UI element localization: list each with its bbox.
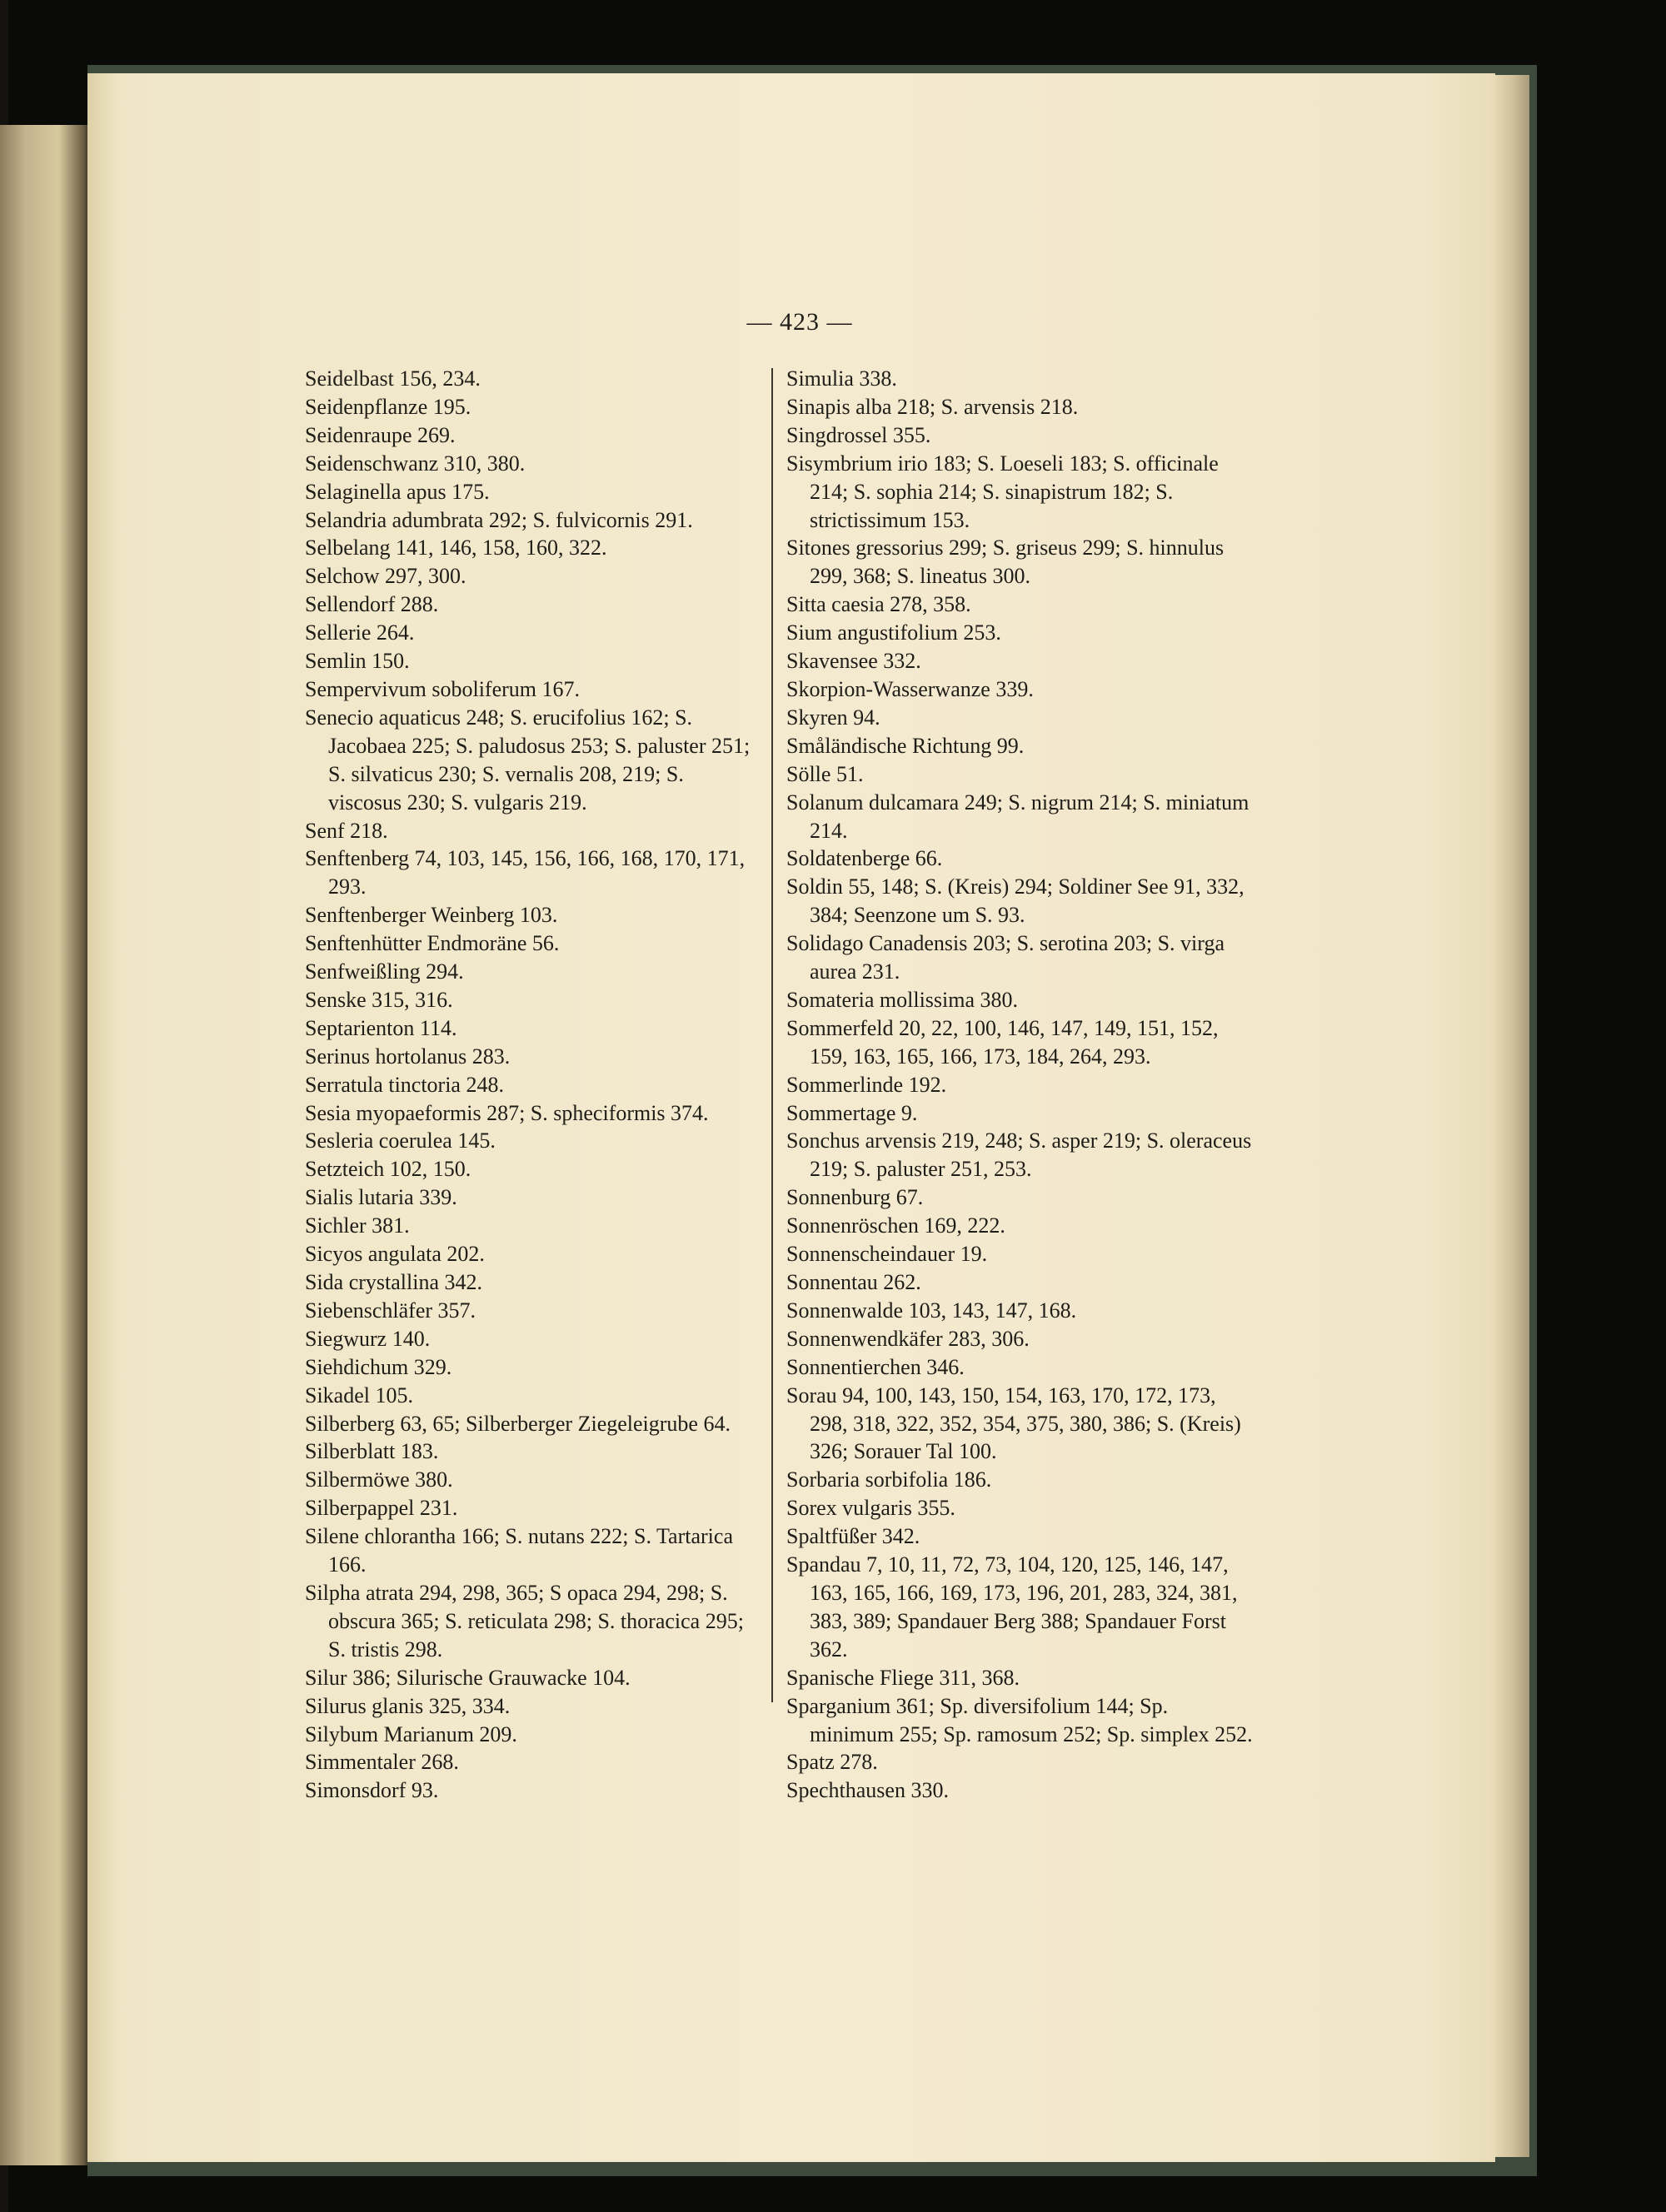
index-entry: Silene chlorantha 166; S. nutans 222; S. Tartarica 166. [305,1524,733,1577]
index-entry: Soldatenberge 66. [786,846,943,871]
index-entry: Siebenschläfer 357. [305,1298,476,1323]
index-entry: Senecio aquaticus 248; S. erucifolius 162; S. Jacobaea 225; S. paludosus 253; S. paluster 251; S. silvaticus 230; S. vernalis 208, 219; S. viscosus 230; S. vulgaris 219. [305,705,751,815]
index-entry: Sellendorf 288. [305,592,439,617]
index-entry: Simonsdorf 93. [305,1778,439,1803]
index-entry: Sonnenröschen 169, 222. [786,1213,1005,1238]
index-entry: Spechthausen 330. [786,1778,949,1803]
index-entry: Sorex vulgaris 355. [786,1496,955,1521]
index-entry: Sisymbrium irio 183; S. Loeseli 183; S. officinale 214; S. sophia 214; S. sinapistrum 182; S. strictissimum 153. [786,451,1219,532]
index-entry: Sium angustifolium 253. [786,620,1001,645]
index-entry: Sitta caesia 278, 358. [786,592,971,617]
index-entry: Sitones gressorius 299; S. griseus 299; S. hinnulus 299, 368; S. lineatus 300. [786,536,1225,589]
index-entry: Senftenhütter Endmoräne 56. [305,931,560,956]
index-entry: Sölle 51. [786,761,864,786]
index-entry: Septarienton 114. [305,1015,457,1040]
index-entry: Småländische Richtung 99. [786,733,1025,758]
index-entry: Sonnenwalde 103, 143, 147, 168. [786,1298,1077,1323]
index-entry: Sesleria coerulea 145. [305,1128,496,1153]
index-entry: Sikadel 105. [305,1382,413,1407]
index-entry: Seidelbast 156, 234. [305,366,481,391]
index-column-left [305,365,759,1805]
index-entry: Silberberg 63, 65; Silberberger Ziegeleigrube 64. [305,1411,731,1436]
index-entry: Siehdichum 329. [305,1354,452,1379]
index-entry: Senftenberger Weinberg 103. [305,903,558,928]
index-entry: Seidenraupe 269. [305,422,456,447]
index-entry: Sparganium 361; Sp. diversifolium 144; Sp. minimum 255; Sp. ramosum 252; Sp. simplex 252. [786,1693,1253,1746]
index-entry: Senske 315, 316. [305,987,453,1012]
index-entry: Selaginella apus 175. [305,479,490,504]
index-entry: Sonnenwendkäfer 283, 306. [786,1326,1030,1351]
index-entry: Sonchus arvensis 219, 248; S. asper 219; S. oleraceus 219; S. paluster 251, 253. [786,1128,1252,1182]
index-entry: Sempervivum soboliferum 167. [305,676,581,701]
index-entry: Sicyos angulata 202. [305,1242,485,1267]
index-entry: Sommerlinde 192. [786,1072,947,1097]
index-entry: Somateria mollissima 380. [786,987,1019,1012]
index-entry: Seidenpflanze 195. [305,394,471,419]
index-entry: Siegwurz 140. [305,1326,431,1351]
index-entry: Silberblatt 183. [305,1439,439,1464]
index-entry: Selandria adumbrata 292; S. fulvicornis 291. [305,507,693,532]
index-entry: Selchow 297, 300. [305,564,466,589]
index-entry: Spatz 278. [786,1750,878,1775]
index-entry: Soldin 55, 148; S. (Kreis) 294; Soldiner See 91, 332, 384; Seenzone um S. 93. [786,874,1245,928]
index-entry: Sialis lutaria 339. [305,1185,457,1210]
index-entry: Simmentaler 268. [305,1750,459,1775]
index-entry: Singdrossel 355. [786,422,931,447]
index-entry: Sinapis alba 218; S. arvensis 218. [786,394,1079,419]
index-entry: Silbermöwe 380. [305,1467,453,1492]
index-entry: Sichler 381. [305,1213,410,1238]
index-entry: Sorbaria sorbifolia 186. [786,1467,992,1492]
index-entry: Semlin 150. [305,649,410,674]
index-entry: Sonnentierchen 346. [786,1354,965,1379]
index-entry: Sorau 94, 100, 143, 150, 154, 163, 170, 172, 173, 298, 318, 322, 352, 354, 375, 380, 386; S. (Kreis) 326; Sorauer Tal 100. [786,1382,1241,1464]
index-entry: Setzteich 102, 150. [305,1157,471,1182]
index-entry: Sommerfeld 20, 22, 100, 146, 147, 149, 151, 152, 159, 163, 165, 166, 173, 184, 264, 293. [786,1015,1219,1069]
index-entry: Silurus glanis 325, 334. [305,1693,511,1718]
index-entry: Sonnenburg 67. [786,1185,924,1210]
index-entry: Serinus hortolanus 283. [305,1044,511,1069]
index-column-right [786,365,1253,1805]
index-entry: Skyren 94. [786,705,880,730]
index-entry: Seidenschwanz 310, 380. [305,451,526,476]
index-entry: Senf 218. [305,818,388,843]
index-entry: Solanum dulcamara 249; S. nigrum 214; S. miniatum 214. [786,790,1250,843]
index-entry: Silberpappel 231. [305,1496,458,1521]
left-page-edge [0,125,90,2165]
index-entry: Senfweißling 294. [305,959,464,984]
index-entry: Silpha atrata 294, 298, 365; S opaca 294, 298; S. obscura 365; S. reticulata 298; S. thoracica 295; S. tristis 298. [305,1580,744,1661]
index-entry: Spanische Fliege 311, 368. [786,1665,1020,1690]
index-entry: Solidago Canadensis 203; S. serotina 203; S. virga aurea 231. [786,931,1225,984]
index-entry: Spaltfüßer 342. [786,1524,920,1549]
index-entry: Skavensee 332. [786,649,921,674]
column-divider [771,368,773,1702]
index-entry: Spandau 7, 10, 11, 72, 73, 104, 120, 125, 146, 147, 163, 165, 166, 169, 173, 196, 201, 283, 324, 381, 383, 389; Spandauer Berg 388; Spandauer Forst 362. [786,1552,1238,1661]
index-entry: Sonnentau 262. [786,1270,921,1294]
index-entry: Skorpion-Wasserwanze 339. [786,676,1034,701]
index-entry: Serratula tinctoria 248. [305,1072,504,1097]
index-entry: Sesia myopaeformis 287; S. spheciformis 374. [305,1100,709,1125]
index-entry: Sommertage 9. [786,1100,918,1125]
index-entry: Sida crystallina 342. [305,1270,483,1294]
index-entry: Simulia 338. [786,366,897,391]
index-entry: Selbelang 141, 146, 158, 160, 322. [305,536,607,560]
index-entry: Sonnenscheindauer 19. [786,1242,988,1267]
index-entry: Senftenberg 74, 103, 145, 156, 166, 168, 170, 171, 293. [305,846,746,899]
index-entry: Silur 386; Silurische Grauwacke 104. [305,1665,631,1690]
index-entry: Sellerie 264. [305,620,415,645]
page-number: — 423 — [746,308,853,336]
index-entry: Silybum Marianum 209. [305,1721,517,1746]
